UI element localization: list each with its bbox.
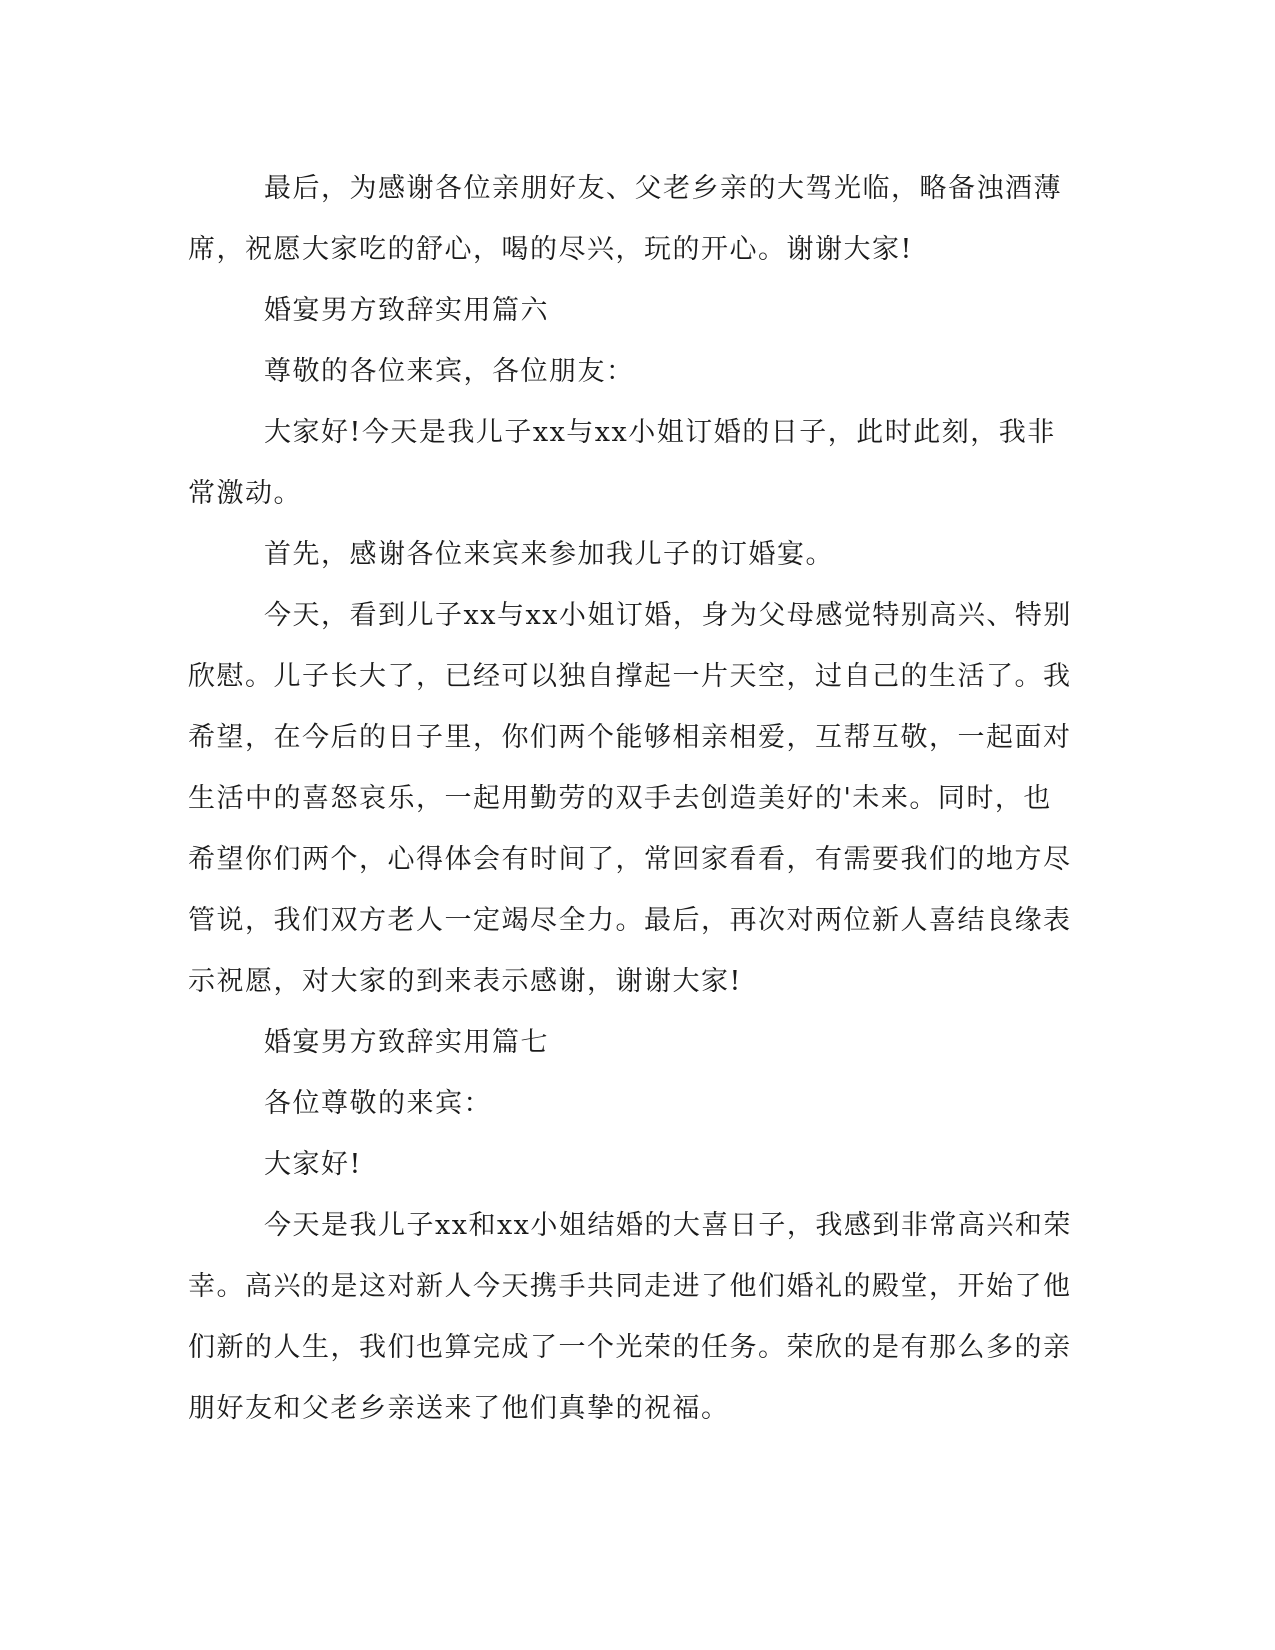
wedding-paragraph: 今天是我儿子xx和xx小姐结婚的大喜日子，我感到非常高兴和荣幸。高兴的是这对新人今天携手共同走进了他们婚礼的殿堂，开始了他们新的人生，我们也算完成了一个光荣的任务。荣欣的是有那么多的亲朋好友和父老乡亲送来了他们真挚的祝福。 [188,1210,1072,1424]
thanks-paragraph: 首先，感谢各位来宾来参加我儿子的订婚宴。 [264,539,834,570]
hello-paragraph: 大家好! [264,1149,362,1180]
section-heading-7: 婚宴男方致辞实用篇七 [264,1027,549,1058]
opening-paragraph: 大家好!今天是我儿子xx与xx小姐订婚的日子，此时此刻，我非常激动。 [188,417,1056,509]
greeting-paragraph: 尊敬的各位来宾，各位朋友： [264,356,635,387]
document-body [188,158,1078,1439]
closing-thanks-paragraph: 最后，为感谢各位亲朋好友、父老乡亲的大驾光临，略备浊酒薄席，祝愿大家吃的舒心，喝的尽兴，玩的开心。谢谢大家! [188,173,1062,265]
greeting-paragraph-2: 各位尊敬的来宾： [264,1088,492,1119]
wishes-paragraph: 今天，看到儿子xx与xx小姐订婚，身为父母感觉特别高兴、特别欣慰。儿子长大了，已经可以独自撑起一片天空，过自己的生活了。我希望，在今后的日子里，你们两个能够相亲相爱，互帮互敬，一起面对生活中的喜怒哀乐，一起用勤劳的双手去创造美好的'未来。同时，也希望你们两个，心得体会有时间了，常回家看看，有需要我们的地方尽管说，我们双方老人一定竭尽全力。最后，再次对两位新人喜结良缘表示祝愿，对大家的到来表示感谢，谢谢大家! [188,600,1072,997]
section-heading-6: 婚宴男方致辞实用篇六 [264,295,549,326]
